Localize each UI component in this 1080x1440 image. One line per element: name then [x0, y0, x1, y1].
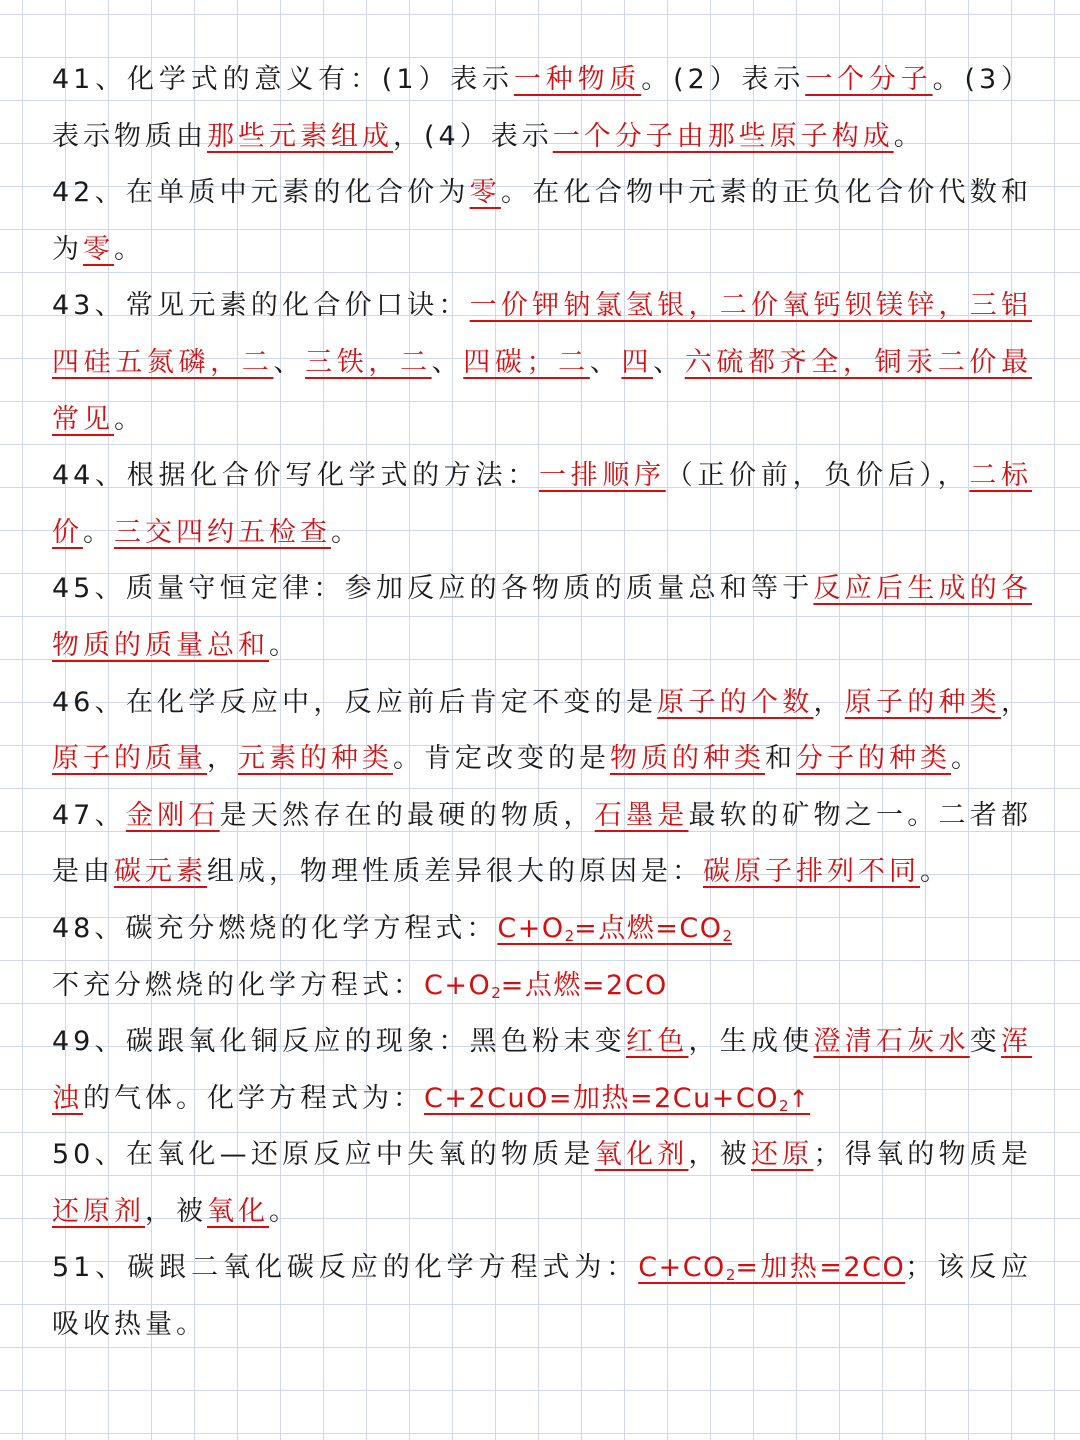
- subscript: 2: [725, 1266, 736, 1285]
- answer: 碳元素: [114, 856, 207, 888]
- text: 46、在化学反应中，反应前后肯定不变的是: [52, 686, 658, 718]
- formula-part: =点燃=2CO: [500, 969, 668, 1001]
- answer: 六硫都齐全，铜汞二价最常见: [52, 346, 1033, 435]
- answer: 原子的质量: [52, 743, 207, 775]
- answer: 石墨是: [594, 799, 689, 831]
- text: 。在化合物中元素的正负化合价代数和为: [52, 177, 1033, 265]
- text: 42、在单质中元素的化合价为: [52, 177, 470, 209]
- text: ，(4）表示: [393, 120, 553, 152]
- answer: 那些元素组成: [207, 120, 393, 152]
- item-43: [52, 278, 1032, 448]
- answer: 原子的个数: [657, 686, 814, 718]
- answer: 碳原子排列不同: [703, 856, 920, 888]
- item-47: [52, 788, 1032, 901]
- answer: 红色: [625, 1026, 689, 1058]
- text: 、: [653, 346, 685, 378]
- text: 43、常见元素的化合价口诀：: [52, 290, 470, 322]
- answer: 金刚石: [125, 799, 220, 831]
- subscript: 2: [564, 926, 575, 945]
- answer: 元素的种类: [238, 743, 393, 775]
- text: 。: [920, 856, 951, 888]
- text: 44、根据化合价写化学式的方法：: [52, 460, 539, 492]
- item-48: [52, 901, 1032, 958]
- text: 变: [969, 1026, 1002, 1058]
- answer: 物质的种类: [610, 743, 765, 775]
- answer: 零: [83, 233, 114, 265]
- text: 、: [589, 346, 622, 378]
- item-48-incomplete: [52, 958, 1032, 1015]
- formula-copper-oxide: [424, 1083, 810, 1114]
- answer: 三铁，二: [305, 346, 432, 378]
- text: 。肯定改变的是: [393, 743, 610, 775]
- answer: 反应后生成的各物质的质量总和: [52, 573, 1032, 661]
- item-41: [52, 52, 1032, 165]
- subscript: 2: [491, 983, 501, 1002]
- item-50: [52, 1127, 1032, 1240]
- notes-page: [52, 52, 1032, 1354]
- text: 41、化学式的意义有：(1）表示: [52, 64, 514, 95]
- answer: 一价钾钠氯氢银，二价氧钙钡镁锌，三铝四硅五氮磷，二: [52, 290, 1033, 378]
- answer: 四碳；二: [463, 346, 590, 378]
- answer: 一排顺序: [538, 460, 666, 492]
- subscript: 2: [722, 926, 733, 945]
- answer: 氧化: [207, 1195, 269, 1227]
- text: （正价前，负价后），: [665, 460, 970, 492]
- text: ，: [813, 686, 845, 718]
- text: 、: [431, 346, 464, 378]
- answer: 浑浊: [52, 1026, 1033, 1114]
- text: 的气体。化学方程式为：: [83, 1082, 424, 1114]
- answer: 二标价: [52, 460, 1033, 548]
- item-45: [52, 561, 1032, 674]
- text: ，生成使: [688, 1026, 814, 1058]
- formula-part: =加热=2CO: [735, 1252, 906, 1284]
- answer: 澄清石灰水: [813, 1026, 970, 1058]
- text: ，被: [688, 1139, 751, 1171]
- item-49: [52, 1014, 1032, 1127]
- answer: 一种物质: [513, 64, 642, 95]
- text: 45、质量守恒定律：参加反应的各物质的质量总和等于: [52, 573, 814, 605]
- subscript: 2: [779, 1096, 789, 1115]
- text: 50、在氧化—还原反应中失氧的物质是: [52, 1139, 595, 1171]
- answer: 四: [621, 346, 654, 378]
- formula-part: C+O: [424, 969, 492, 1001]
- text: 是天然存在的最硬的物质，: [219, 799, 595, 831]
- answer: 还原: [750, 1139, 814, 1171]
- text: 。: [331, 516, 362, 548]
- formula-carbon-dioxide: [638, 1252, 905, 1283]
- text: 、: [273, 346, 306, 378]
- answer: 三交四约五检查: [114, 516, 331, 548]
- answer: 一个分子: [805, 64, 933, 95]
- text: 47、: [52, 799, 126, 831]
- item-51: [52, 1240, 1032, 1353]
- formula-incomplete-combustion: [424, 970, 668, 1001]
- text: 。(3）表示物质由: [52, 64, 1033, 152]
- text: 。: [114, 233, 145, 265]
- text: 51、碳跟二氧化碳反应的化学方程式为：: [52, 1252, 639, 1284]
- text: 49、碳跟氧化铜反应的现象：黑色粉末变: [52, 1026, 626, 1058]
- text: 。: [83, 516, 114, 548]
- answer: 氧化剂: [594, 1139, 689, 1171]
- text: ，被: [145, 1195, 207, 1227]
- text: 和: [765, 743, 796, 775]
- text: 不充分燃烧的化学方程式：: [52, 969, 424, 1001]
- answer: 一个分子由那些原子构成: [552, 120, 894, 152]
- answer: 零: [469, 177, 501, 209]
- text: 。: [269, 629, 300, 661]
- formula-part: =点燃=CO: [574, 912, 723, 944]
- answer: 分子的种类: [796, 743, 951, 775]
- up-arrow-icon: ↑: [788, 1084, 811, 1113]
- formula-complete-combustion: [497, 913, 732, 944]
- text: 。: [114, 403, 145, 435]
- text: 最软的矿物之一。二者都是由: [52, 799, 1033, 888]
- item-42: [52, 165, 1032, 278]
- formula-part: C+2CuO=加热=2Cu+CO: [424, 1082, 779, 1114]
- item-46: [52, 675, 1032, 788]
- answer: 还原剂: [52, 1195, 145, 1227]
- text: ，: [207, 743, 238, 775]
- item-44: [52, 448, 1032, 561]
- text: ；该反应吸收热量。: [52, 1252, 1033, 1341]
- text: 。(2）表示: [641, 64, 806, 95]
- answer: 原子的种类: [844, 686, 1002, 718]
- text: 组成，物理性质差异很大的原因是：: [207, 856, 703, 888]
- text: 。: [269, 1195, 300, 1227]
- text: 。: [951, 743, 982, 775]
- text: ；得氧的物质是: [813, 1139, 1033, 1171]
- text: ，: [1001, 686, 1033, 718]
- text: 48、碳充分燃烧的化学方程式：: [52, 912, 498, 944]
- text: 。: [893, 120, 925, 152]
- formula-part: C+O: [497, 912, 565, 944]
- formula-part: C+CO: [638, 1252, 726, 1284]
